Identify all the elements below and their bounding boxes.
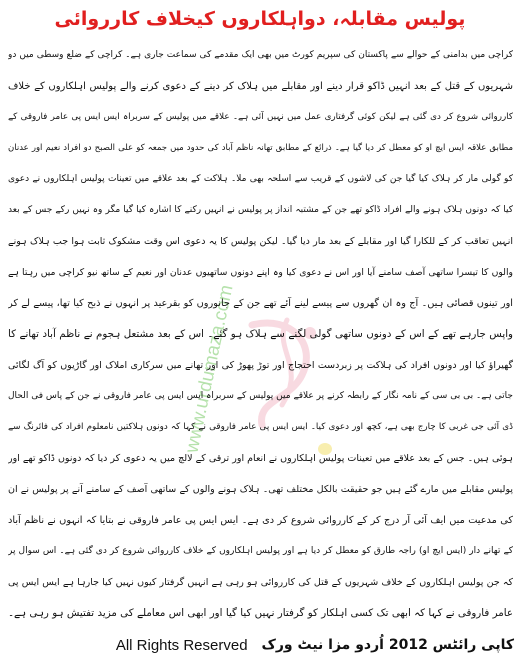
article-line: شہریوں کے قتل کے بعد انہیں ڈاکو قرار دینے اور مقابلے میں ہلاک کر دینے کے دعوی کرنے والے پولیس اہلکاروں کے خلاف xyxy=(8,81,513,92)
footer xyxy=(0,632,514,658)
article-title: پولیس مقابلہ، دواہلکاروں کیخلاف کارروائی xyxy=(54,8,466,30)
article-line: پولیس مقابلے میں مارے گئے ہیں جو حقیقت بالکل مختلف تھی۔ ہلاک ہونے والوں کے ساتھی آصف کے سامنے آنے پر پولیس نے ان xyxy=(8,484,513,495)
article-line: کیا کہ دونوں ہلاک ہونے والے افراد ڈاکو تھے جن کے مشتبہ انداز پر پولیس نے انہیں رکنے کا اشارہ کیا گیا مگر وہ نہیں رکے جس کے بعد xyxy=(8,205,513,215)
article-line: جاتی ہے۔ بی بی سی کے نامہ نگار کے رابطہ کرنے پر علاقے میں پولیس کے سربراہ ایس ایس پی عامر فاروقی نے جن کے پاس فی الحال xyxy=(8,391,513,401)
article-line: واپس جارہے تھے کے اس کے دونوں ساتھی گولی لگنے سے ہلاک ہو گئے۔ اس کے بعد مشتعل ہجوم نے ناظم آباد تھانے کا xyxy=(8,328,513,340)
article-line: عامر فاروقی نے کہا کہ ابھی تک کسی اہلکار کو گرفتار نہیں کیا گیا اور ابھی اس معاملے کی مزید تفتیش ہو رہی ہے۔ xyxy=(8,607,513,619)
article-line: کی مدعیت میں ایف آئی آر درج کر کے کارروائی شروع کر دی ہے۔ ایس ایس پی عامر فاروقی نے بتایا کہ انہوں نے ناظم آباد xyxy=(8,515,513,526)
article-line: کو گولی مار کر ہلاک کیا گیا جن کی لاشوں کے قریب سے اسلحہ بھی ملا۔ ہلاکت کے بعد علاقے میں تعینات پولیس اہلکاروں نے دعوی xyxy=(8,174,513,184)
article-line: کارروائی شروع کر دی گئی ہے لیکن کوئی گرفتاری عمل میں نہیں آئی ہے۔ علاقے میں پولیس کے سربراہ ایس ایس پی عامر فاروقی کے xyxy=(8,112,513,122)
watermark-text: www.urdumaza.com xyxy=(181,283,238,455)
article-line: انہیں تعاقب کر کے للکارا گیا اور مقابلے کے بعد مار دیا گیا۔ لیکن پولیس کا یہ دعوی اس وقت مشکوک ثابت ہوا جب ہلاک ہونے xyxy=(8,236,513,247)
article-body xyxy=(8,40,513,629)
copyright-text: کاپی رائٹس 2012 اُردو مزا نیٹ ورک xyxy=(261,637,514,653)
rights-reserved-text: All Rights Reserved xyxy=(115,636,248,654)
article-line: اور تینوں قصائی ہیں۔ آج وہ ان گھروں سے پیسے لینے آئے تھے جن کے جانوروں کو بقرعید پر انہوں نے ذبح کیا تھا، پیسے لے کر xyxy=(8,298,513,309)
article-line: کے تھانے دار (ایس ایچ او) راجہ طارق کو معطل کر دیا ہے اور پولیس اہلکاروں کے خلاف کارروائی شروع کر دی گئی ہے۔ اس سوال پر xyxy=(8,546,513,556)
article-line: کراچی میں بدامنی کے حوالے سے پاکستان کی سپریم کورٹ میں بھی ایک مقدمے کی سماعت جاری ہے۔ کراچی کے ضلع وسطی میں دو xyxy=(8,50,513,60)
article-line: مطابق علاقہ ایس ایچ او کو معطل کر دیا گیا ہے۔ ذرائع کے مطابق تھانہ ناظم آباد کی حدود میں جمعہ کو علی الصبح دو افراد نعیم اور عدنان xyxy=(8,143,513,153)
article-line: کہ جن پولیس اہلکاروں کے خلاف شہریوں کے قتل کی کارروائی ہو رہی ہے انہیں گرفتار کیوں نہیں کیا جارہا ہے ایس ایس پی xyxy=(8,577,513,588)
article-line: ڈی آئی جی غربی کا چارج بھی ہے، کچھ اور دعوی کیا۔ ایس ایس پی عامر فاروقی نے کہا کہ دونوں ہلاکتیں نامعلوم افراد کی فائرنگ سے xyxy=(8,422,513,432)
article-line: ہوئی ہیں۔ جس کے بعد علاقے میں تعینات پولیس اہلکاروں نے انعام اور ترقی کے لالچ میں یہ دعوی کر دیا کہ دونوں ڈاکو تھے اور xyxy=(8,453,513,464)
article-line: گھیراؤ کیا اور دونوں افراد کی ہلاکت پر زبردست احتجاج اور توڑ پھوڑ کی اور تھانے میں سرکاری املاک اور گاڑیوں کو آگ لگائی xyxy=(8,360,513,371)
article-line: والوں کا تیسرا ساتھی آصف سامنے آیا اور اس نے دعوی کیا وہ اپنے دونوں ساتھیوں عدنان اور نعیم کے ساتھ نیو کراچی میں رہتا ہے xyxy=(8,267,513,278)
